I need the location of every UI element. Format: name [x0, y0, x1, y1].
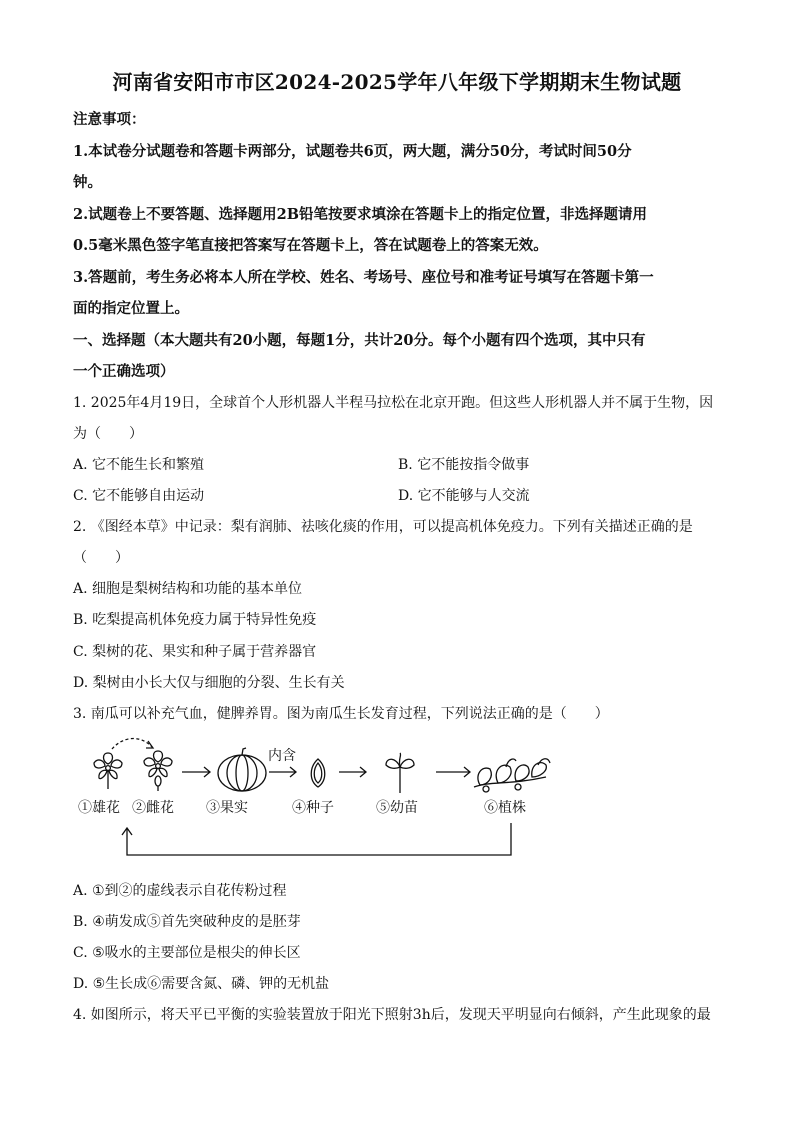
question-2-stem: 2. 《图经本草》中记录：梨有润肺、祛咳化痰的作用，可以提高机体免疫力。下列有关描述正确的是 [73, 519, 693, 535]
page-title: 河南省安阳市市区2024-2025学年八年级下学期期末生物试题 [112, 70, 682, 94]
question-2-stem: （ ） [73, 550, 129, 566]
feedback-loop-line [127, 823, 511, 855]
female-flower-icon [144, 751, 172, 791]
question-1-stem: 1. 2025年4月19日，全球首个人形机器人半程马拉松在北京开跑。但这些人形机器人并不属于生物，因 [73, 395, 714, 411]
pumpkin-growth-diagram [70, 735, 570, 865]
option-c: C. ⑤吸水的主要部位是根尖的伸长区 [73, 945, 301, 961]
option-d: D. 梨树由小长大仅与细胞的分裂、生长有关 [73, 675, 345, 691]
option-b: B. 它不能按指令做事 [398, 457, 530, 473]
notice-line: 2.试题卷上不要答题、选择题用2B铅笔按要求填涂在答题卡上的指定位置，非选择题请用 [73, 206, 647, 223]
option-d: D. ⑤生长成⑥需要含氮、磷、钾的无机盐 [73, 976, 330, 992]
label-plant: ⑥植株 [484, 800, 526, 816]
pumpkin-icon [218, 748, 266, 791]
option-c: C. 它不能够自由运动 [73, 488, 205, 504]
section-heading: 一、选择题（本大题共有20小题，每题1分，共计20分。每个小题有四个选项，其中只有 [73, 332, 646, 349]
notice-line: 钟。 [73, 174, 102, 191]
option-a: A. 细胞是梨树结构和功能的基本单位 [73, 581, 303, 597]
label-fruit: ③果实 [206, 800, 248, 816]
notice-line: 面的指定位置上。 [73, 300, 189, 317]
option-a: A. 它不能生长和繁殖 [73, 457, 205, 473]
notice-line: 0.5毫米黑色签字笔直接把答案写在答题卡上，答在试题卷上的答案无效。 [73, 237, 548, 254]
male-flower-icon [94, 753, 122, 789]
notice-line: 3.答题前，考生务必将本人所在学校、姓名、考场号、座位号和准考证号填写在答题卡第一 [73, 269, 654, 286]
option-c: C. 梨树的花、果实和种子属于营养器官 [73, 644, 317, 660]
question-1-stem: 为（ ） [73, 426, 143, 442]
seedling-icon [386, 753, 414, 793]
label-seedling: ⑤幼苗 [376, 800, 418, 816]
option-d: D. 它不能够与人交流 [398, 488, 530, 504]
label-seed: ④种子 [292, 800, 334, 816]
option-a: A. ①到②的虚线表示自花传粉过程 [73, 883, 287, 899]
seed-icon [311, 759, 325, 787]
option-b: B. ④萌发成⑤首先突破种皮的是胚芽 [73, 914, 301, 930]
question-4-stem: 4. 如图所示，将天平已平衡的实验装置放于阳光下照射3h后，发现天平明显向右倾斜，产生此现象的最 [73, 1007, 711, 1023]
label-female-flower: ②雌花 [132, 800, 174, 816]
notice-heading: 注意事项： [73, 111, 146, 128]
notice-line: 1.本试卷分试题卷和答题卡两部分，试题卷共6页，两大题，满分50分，考试时间50分 [73, 143, 632, 160]
option-b: B. 吃梨提高机体免疫力属于特异性免疫 [73, 612, 317, 628]
section-heading: 一个正确选项） [73, 363, 175, 380]
label-male-flower: ①雄花 [78, 800, 120, 816]
contains-label: 内含 [268, 748, 296, 764]
question-3-stem: 3. 南瓜可以补充气血，健脾养胃。图为南瓜生长发育过程，下列说法正确的是（ ） [73, 706, 609, 722]
plant-icon [474, 759, 550, 792]
